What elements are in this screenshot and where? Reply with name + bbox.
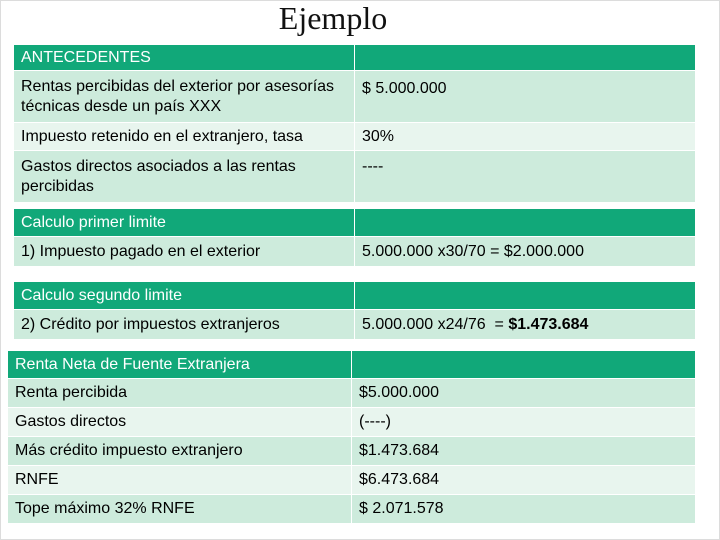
row-label: Más crédito impuesto extranjero bbox=[8, 437, 352, 466]
antecedentes-table bbox=[13, 44, 696, 203]
primer-limite-header: Calculo primer limite bbox=[14, 209, 355, 237]
antecedentes-header: ANTECEDENTES bbox=[14, 45, 355, 71]
primer-limite-table bbox=[13, 208, 696, 267]
row-value: 30% bbox=[355, 123, 696, 151]
row-value: $1.473.684 bbox=[352, 437, 696, 466]
row-value: ---- bbox=[355, 151, 696, 203]
row-label: Renta percibida bbox=[8, 379, 352, 408]
header-empty-cell bbox=[355, 209, 696, 237]
header-empty-cell bbox=[355, 45, 696, 71]
row-label: Impuesto retenido en el extranjero, tasa bbox=[14, 123, 355, 151]
table-header-row bbox=[14, 282, 696, 310]
table-header-row bbox=[14, 45, 696, 71]
row-value bbox=[355, 310, 696, 340]
row-value: $ 2.071.578 bbox=[352, 495, 696, 524]
table-row bbox=[8, 408, 696, 437]
segundo-limite-header: Calculo segundo limite bbox=[14, 282, 355, 310]
header-empty-cell bbox=[352, 351, 696, 379]
header-empty-cell bbox=[355, 282, 696, 310]
row-value: (----) bbox=[352, 408, 696, 437]
table-row bbox=[8, 466, 696, 495]
row-value: $5.000.000 bbox=[352, 379, 696, 408]
calc-result: $1.473.684 bbox=[508, 315, 589, 333]
table-header-row bbox=[8, 351, 696, 379]
renta-neta-table bbox=[7, 350, 696, 524]
table-row bbox=[8, 437, 696, 466]
segundo-limite-table bbox=[13, 281, 696, 340]
slide-title: Ejemplo bbox=[278, 0, 388, 36]
table-row bbox=[8, 495, 696, 524]
row-label: 1) Impuesto pagado en el exterior bbox=[14, 237, 355, 267]
row-value: $ 5.000.000 bbox=[355, 71, 696, 123]
row-label: Gastos directos bbox=[8, 408, 352, 437]
table-row bbox=[14, 237, 696, 267]
row-label: RNFE bbox=[8, 466, 352, 495]
row-label: Tope máximo 32% RNFE bbox=[8, 495, 352, 524]
table-row bbox=[8, 379, 696, 408]
row-label: Rentas percibidas del exterior por asesorías técnicas desde un país XXX bbox=[14, 71, 355, 123]
table-row bbox=[14, 151, 696, 203]
row-value: 5.000.000 x30/70 = $2.000.000 bbox=[355, 237, 696, 267]
table-row bbox=[14, 123, 696, 151]
row-label: 2) Crédito por impuestos extranjeros bbox=[14, 310, 355, 340]
calc-expression: 5.000.000 x24/76 = bbox=[362, 315, 509, 333]
table-header-row bbox=[14, 209, 696, 237]
row-value: $6.473.684 bbox=[352, 466, 696, 495]
table-row bbox=[14, 310, 696, 340]
renta-neta-header: Renta Neta de Fuente Extranjera bbox=[8, 351, 352, 379]
row-label: Gastos directos asociados a las rentas percibidas bbox=[14, 151, 355, 203]
table-row bbox=[14, 71, 696, 123]
